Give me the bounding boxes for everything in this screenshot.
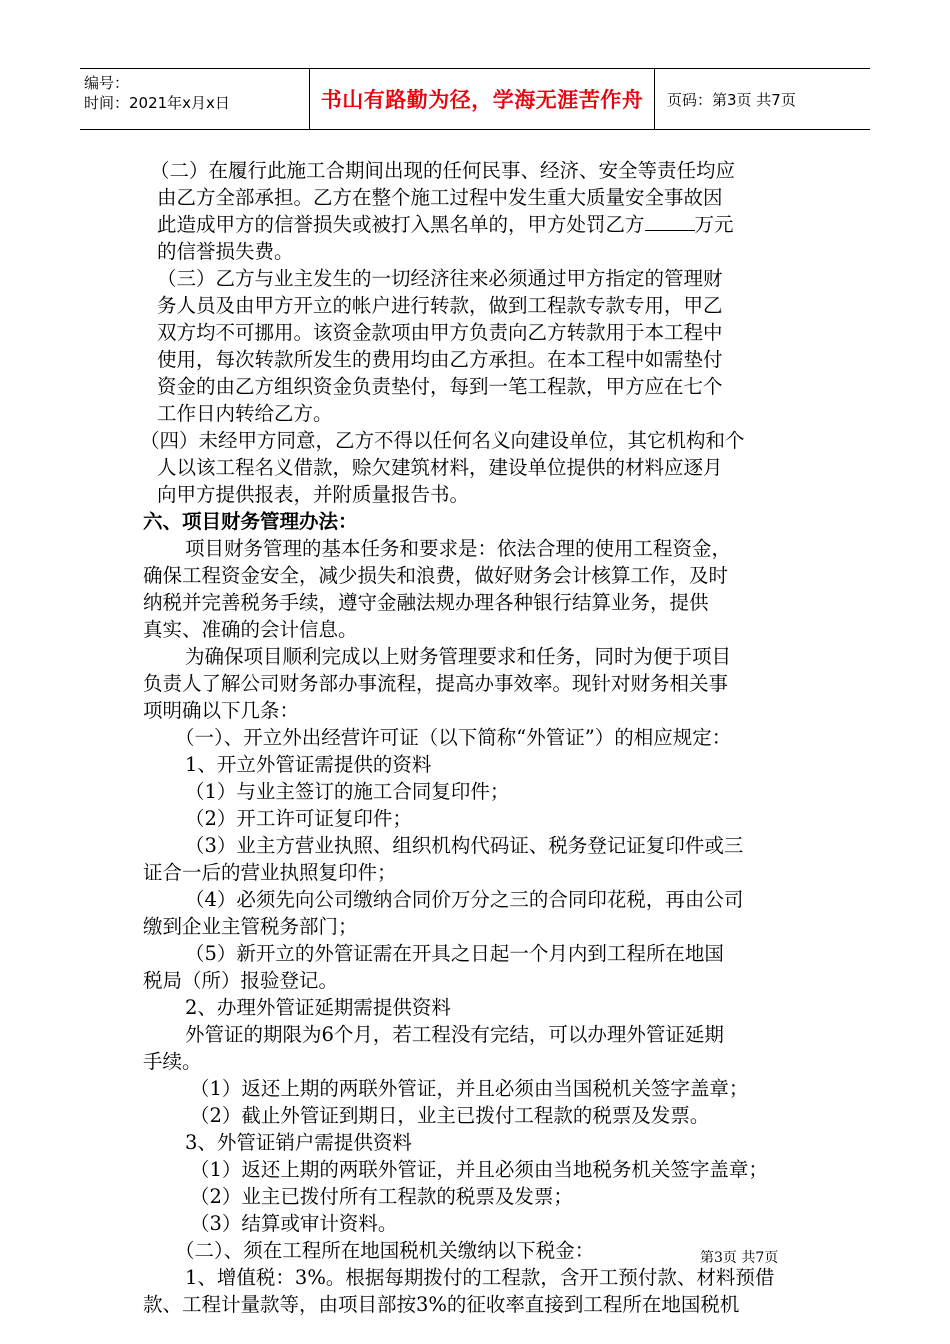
paragraph-line: （一）、开立外出经营许可证（以下简称“外管证”）的相应规定： bbox=[175, 726, 732, 749]
paragraph-line: （四）未经甲方同意，乙方不得以任何名义向建设单位，其它机构和个 bbox=[140, 429, 745, 452]
header-page-number: 页码：第3页 共7页 bbox=[667, 90, 796, 109]
paragraph-line: 项目财务管理的基本任务和要求是：依法合理的使用工程资金， bbox=[185, 537, 732, 560]
header-motto: 书山有路勤为径，学海无涯苦作舟 bbox=[310, 69, 655, 129]
paragraph-line: 工作日内转给乙方。 bbox=[157, 402, 333, 425]
paragraph-line: （1）返还上期的两联外管证，并且必须由当地税务机关签字盖章； bbox=[190, 1158, 768, 1181]
page-footer: 第3页 共7页 bbox=[700, 1250, 779, 1266]
document-number-label: 编号： bbox=[84, 74, 130, 92]
line-text: 此造成甲方的信誉损失或被打入黑名单的，甲方处罚乙方 bbox=[157, 213, 645, 236]
line-text: 万元 bbox=[694, 213, 734, 236]
paragraph-line: （4）必须先向公司缴纳合同价万分之三的合同印花税，再由公司 bbox=[185, 888, 744, 911]
document-date-label: 时间：2021年x月x日 bbox=[84, 94, 230, 112]
paragraph-line: （2）开工许可证复印件； bbox=[185, 807, 412, 830]
paragraph-line: 2、办理外管证延期需提供资料 bbox=[185, 996, 451, 1019]
paragraph-line: 的信誉损失费。 bbox=[157, 240, 294, 263]
paragraph-line: 外管证的期限为6个月，若工程没有完结，可以办理外管证延期 bbox=[185, 1023, 724, 1046]
paragraph-line: 税局（所）报验登记。 bbox=[143, 969, 339, 992]
paragraph-line: 向甲方提供报表，并附质量报告书。 bbox=[157, 483, 470, 506]
paragraph-line: 证合一后的营业执照复印件； bbox=[143, 861, 397, 884]
paragraph-line: 负责人了解公司财务部办事流程，提高办事效率。现针对财务相关事 bbox=[143, 672, 729, 695]
paragraph-line: 由乙方全部承担。乙方在整个施工过程中发生重大质量安全事故因 bbox=[157, 186, 723, 209]
paragraph-line: （1）返还上期的两联外管证，并且必须由当国税机关签字盖章； bbox=[190, 1077, 749, 1100]
page-header bbox=[80, 68, 870, 130]
paragraph-line: 人以该工程名义借款，赊欠建筑材料，建设单位提供的材料应逐月 bbox=[157, 456, 723, 479]
paragraph-line: （3）业主方营业执照、组织机构代码证、税务登记证复印件或三 bbox=[185, 834, 744, 857]
paragraph-line: 1、开立外管证需提供的资料 bbox=[185, 753, 432, 776]
paragraph-line: 手续。 bbox=[143, 1050, 202, 1073]
paragraph-line: 1、增值税：3%。根据每期拨付的工程款，含开工预付款、材料预借 bbox=[185, 1266, 775, 1289]
paragraph-line: （3）结算或审计资料。 bbox=[190, 1212, 398, 1235]
paragraph-line: （1）与业主签订的施工合同复印件； bbox=[185, 780, 510, 803]
paragraph-line: 真实、准确的会计信息。 bbox=[143, 618, 358, 641]
paragraph-line: 纳税并完善税务手续，遵守金融法规办理各种银行结算业务，提供 bbox=[143, 591, 709, 614]
section-heading: 六、项目财务管理办法： bbox=[143, 510, 358, 533]
paragraph-line: 款、工程计量款等，由项目部按3%的征收率直接到工程所在地国税机 bbox=[143, 1293, 740, 1316]
paragraph-line bbox=[157, 212, 734, 238]
paragraph-line: （2）业主已拨付所有工程款的税票及发票； bbox=[190, 1185, 573, 1208]
paragraph-line: 资金的由乙方组织资金负责垫付，每到一笔工程款，甲方应在七个 bbox=[157, 375, 723, 398]
paragraph-line: （二）在履行此施工合期间出现的任何民事、经济、安全等责任均应 bbox=[150, 159, 736, 182]
paragraph-line: 务人员及由甲方开立的帐户进行转款，做到工程款专款专用，甲乙 bbox=[157, 294, 723, 317]
paragraph-line: 项明确以下几条： bbox=[143, 699, 300, 722]
fill-in-blank bbox=[645, 212, 695, 231]
paragraph-line: 为确保项目顺利完成以上财务管理要求和任务，同时为便于项目 bbox=[185, 645, 732, 668]
paragraph-line: （二）、须在工程所在地国税机关缴纳以下税金： bbox=[175, 1239, 595, 1262]
paragraph-line: 使用，每次转款所发生的费用均由乙方承担。在本工程中如需垫付 bbox=[157, 348, 723, 371]
paragraph-line: （2）截止外管证到期日，业主已拨付工程款的税票及发票。 bbox=[190, 1104, 710, 1127]
paragraph-line: （三）乙方与业主发生的一切经济往来必须通过甲方指定的管理财 bbox=[157, 267, 723, 290]
header-info-cell bbox=[80, 69, 310, 129]
paragraph-line: （5）新开立的外管证需在开具之日起一个月内到工程所在地国 bbox=[185, 942, 724, 965]
paragraph-line: 双方均不可挪用。该资金款项由甲方负责向乙方转款用于本工程中 bbox=[157, 321, 723, 344]
paragraph-line: 确保工程资金安全，减少损失和浪费，做好财务会计核算工作，及时 bbox=[143, 564, 729, 587]
paragraph-line: 缴到企业主管税务部门； bbox=[143, 915, 358, 938]
paragraph-line: 3、外管证销户需提供资料 bbox=[185, 1131, 412, 1154]
